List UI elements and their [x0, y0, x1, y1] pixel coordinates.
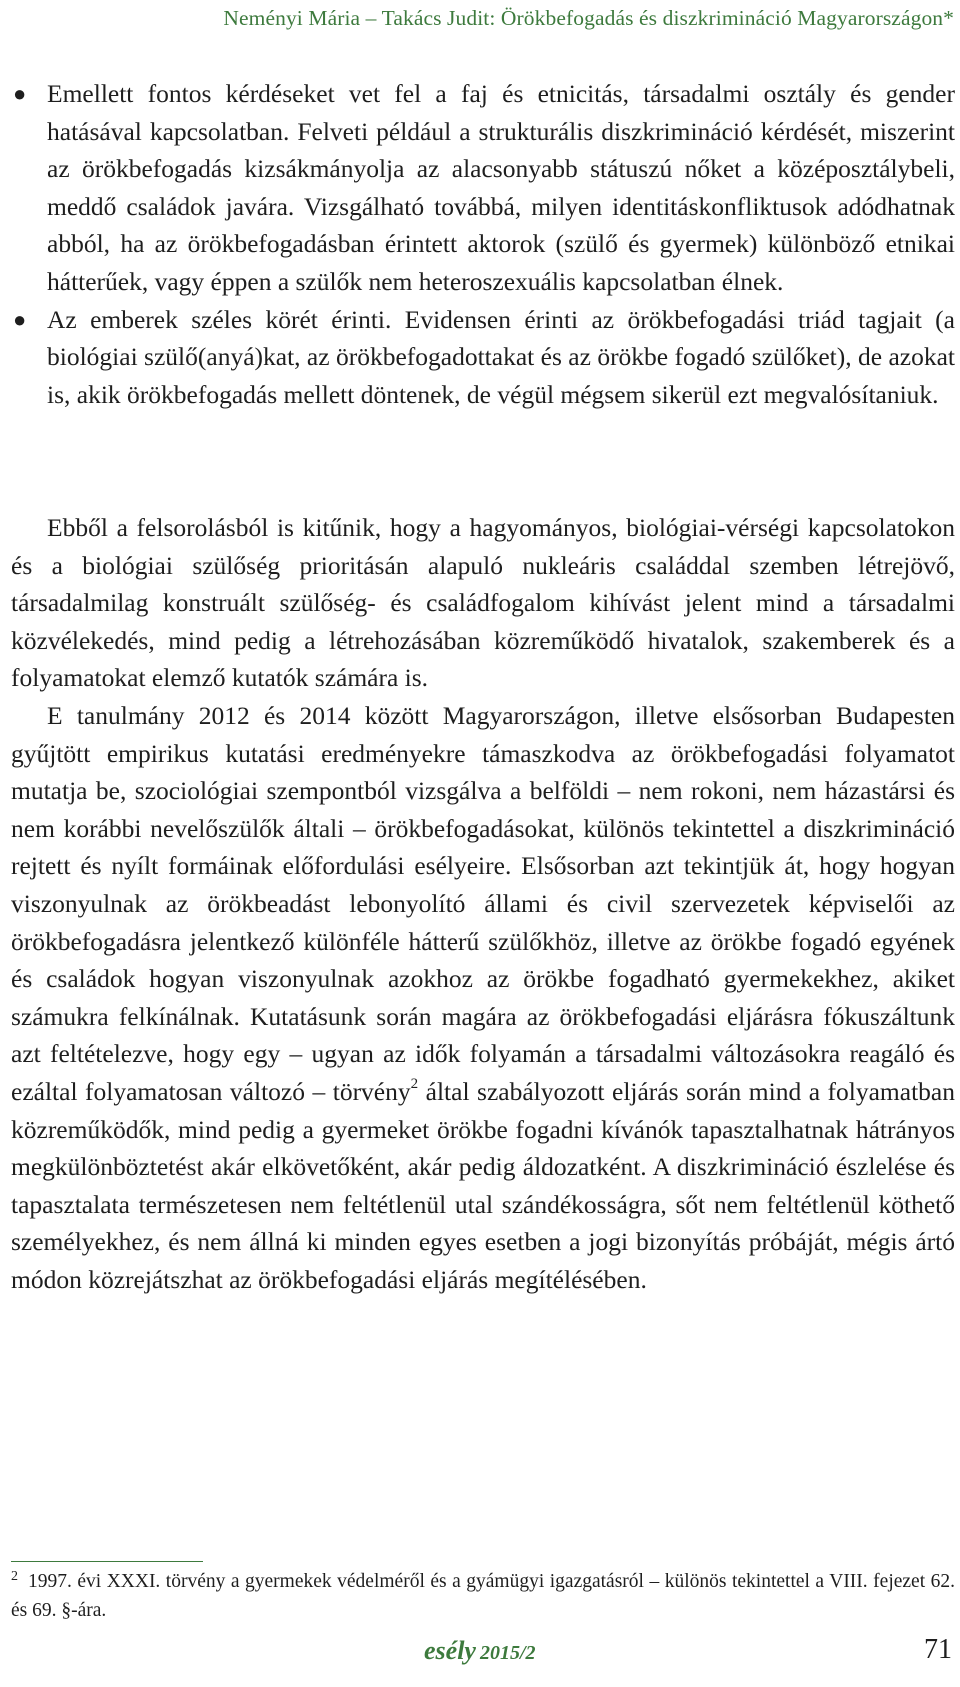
body-text	[11, 509, 955, 1298]
footnote-reference[interactable]: 2	[410, 1076, 419, 1093]
list-item	[11, 301, 955, 414]
paragraph	[11, 697, 955, 1299]
bullet-text: Az emberek széles körét érinti. Evidensen érinti az örökbefogadási triád tagjait (a biológiai szülő(anyá)kat, az örökbefogadottakat és az örökbe fogadó szülőket), de azokat is, akik örökbefogadás mellett döntenek, de végül mégsem sikerül ezt megvalósítaniuk.	[47, 304, 955, 409]
page-number: 71	[924, 1634, 952, 1665]
running-header: Neményi Mária – Takács Judit: Örökbefogadás és diszkrimináció Magyarországon*	[223, 6, 954, 30]
list-item	[11, 75, 955, 301]
footnote-number: 2	[11, 1568, 18, 1584]
bullet-text: Emellett fontos kérdéseket vet fel a faj és etnicitás, társadalmi osztály és gender hatásával kapcsolatban. Felveti például a strukturális diszkrimináció kérdését, miszerint az örökbefogadás kizsákmányolja az alacsonyabb státuszú nőket a középosztálybeli, meddő családok javára. Vizsgálható továbbá, milyen identitáskonfliktusok adódhatnak abból, ha az örökbefogadásban érintett aktorok (szülő és gyermek) különböző etnikai hátterűek, vagy éppen a szülők nem heteroszexuális kapcsolatban élnek.	[47, 79, 955, 296]
bullet-dot-icon: ●	[13, 81, 27, 106]
journal-title	[424, 1636, 536, 1666]
paragraph-text: Ebből a felsorolásból is kitűnik, hogy a hagyományos, biológiai-vérségi kapcsolatokon és a biológiai szülőség prioritásán alapuló nukleáris családdal szemben létrejövő, társadalmilag konstruált szülőség- és családfogalom kihívást jelent mind a társadalmi közvélekedés, mind pedig a létrehozásában közreműködő hivatalok, szakemberek és a folyamatokat elemző kutatók számára is.	[11, 513, 955, 693]
paragraph-text: által szabályozott eljárás során mind a folyamatban közreműködők, mind pedig a gyermeket örökbe fogadni kívánók tapasztalhatnak hátrányos megkülönböztetést akár elkövetőként, akár pedig áldozatként. A diszkrimináció észlelése és tapasztalata természetesen nem feltétlenül utal szándékosságra, sőt nem feltétlenül köthető személyekhez, és nem állná ki minden egyes esetben a jogi bizonyítás próbáját, mégis ártó módon közrejátszhat az örökbefogadási eljárás megítélésében.	[11, 1076, 955, 1294]
page-footer	[0, 1636, 960, 1676]
bullet-dot-icon: ●	[13, 306, 27, 332]
bullet-list	[11, 75, 955, 413]
journal-issue: 2015/2	[479, 1642, 536, 1664]
paragraph	[11, 509, 955, 697]
paragraph-text: E tanulmány 2012 és 2014 között Magyarországon, illetve elsősorban Budapesten gyűjtött empirikus kutatási eredményekre támaszkodva az örökbefogadási folyamatot mutatja be, szociológiai szempontból vizsgálva a belföldi – nem rokoni, nem házastársi és nem korábbi nevelőszülők általi – örökbefogadásokat, különös tekintettel a diszkrimináció rejtett és nyílt formáinak előfordulási esélyeire. Elsősorban azt tekintjük át, hogy hogyan viszonyulnak az örökbeadást lebonyolító állami és civil szervezetek képviselői az örökbefogadásra jelentkező különféle hátterű szülőkhöz, illetve az örökbe fogadó egyének és családok hogyan viszonyulnak azokhoz az örökbe fogadható gyermekekhez, akiket számukra felkínálnak. Kutatásunk során magára az örökbefogadási eljárásra fókuszáltunk azt feltételezve, hogy egy – ugyan az idők folyamán a társadalmi változásokra reagáló és ezáltal folyamatosan változó – törvény	[11, 700, 955, 1106]
footnote	[11, 1567, 955, 1625]
journal-name: esély	[424, 1636, 476, 1665]
footnote-text: 1997. évi XXXI. törvény a gyermekek védelméről és a gyámügyi igazgatásról – különös tekintettel a VIII. fejezet 62. és 69. §-ára.	[11, 1571, 955, 1621]
footnote-divider	[11, 1561, 203, 1562]
